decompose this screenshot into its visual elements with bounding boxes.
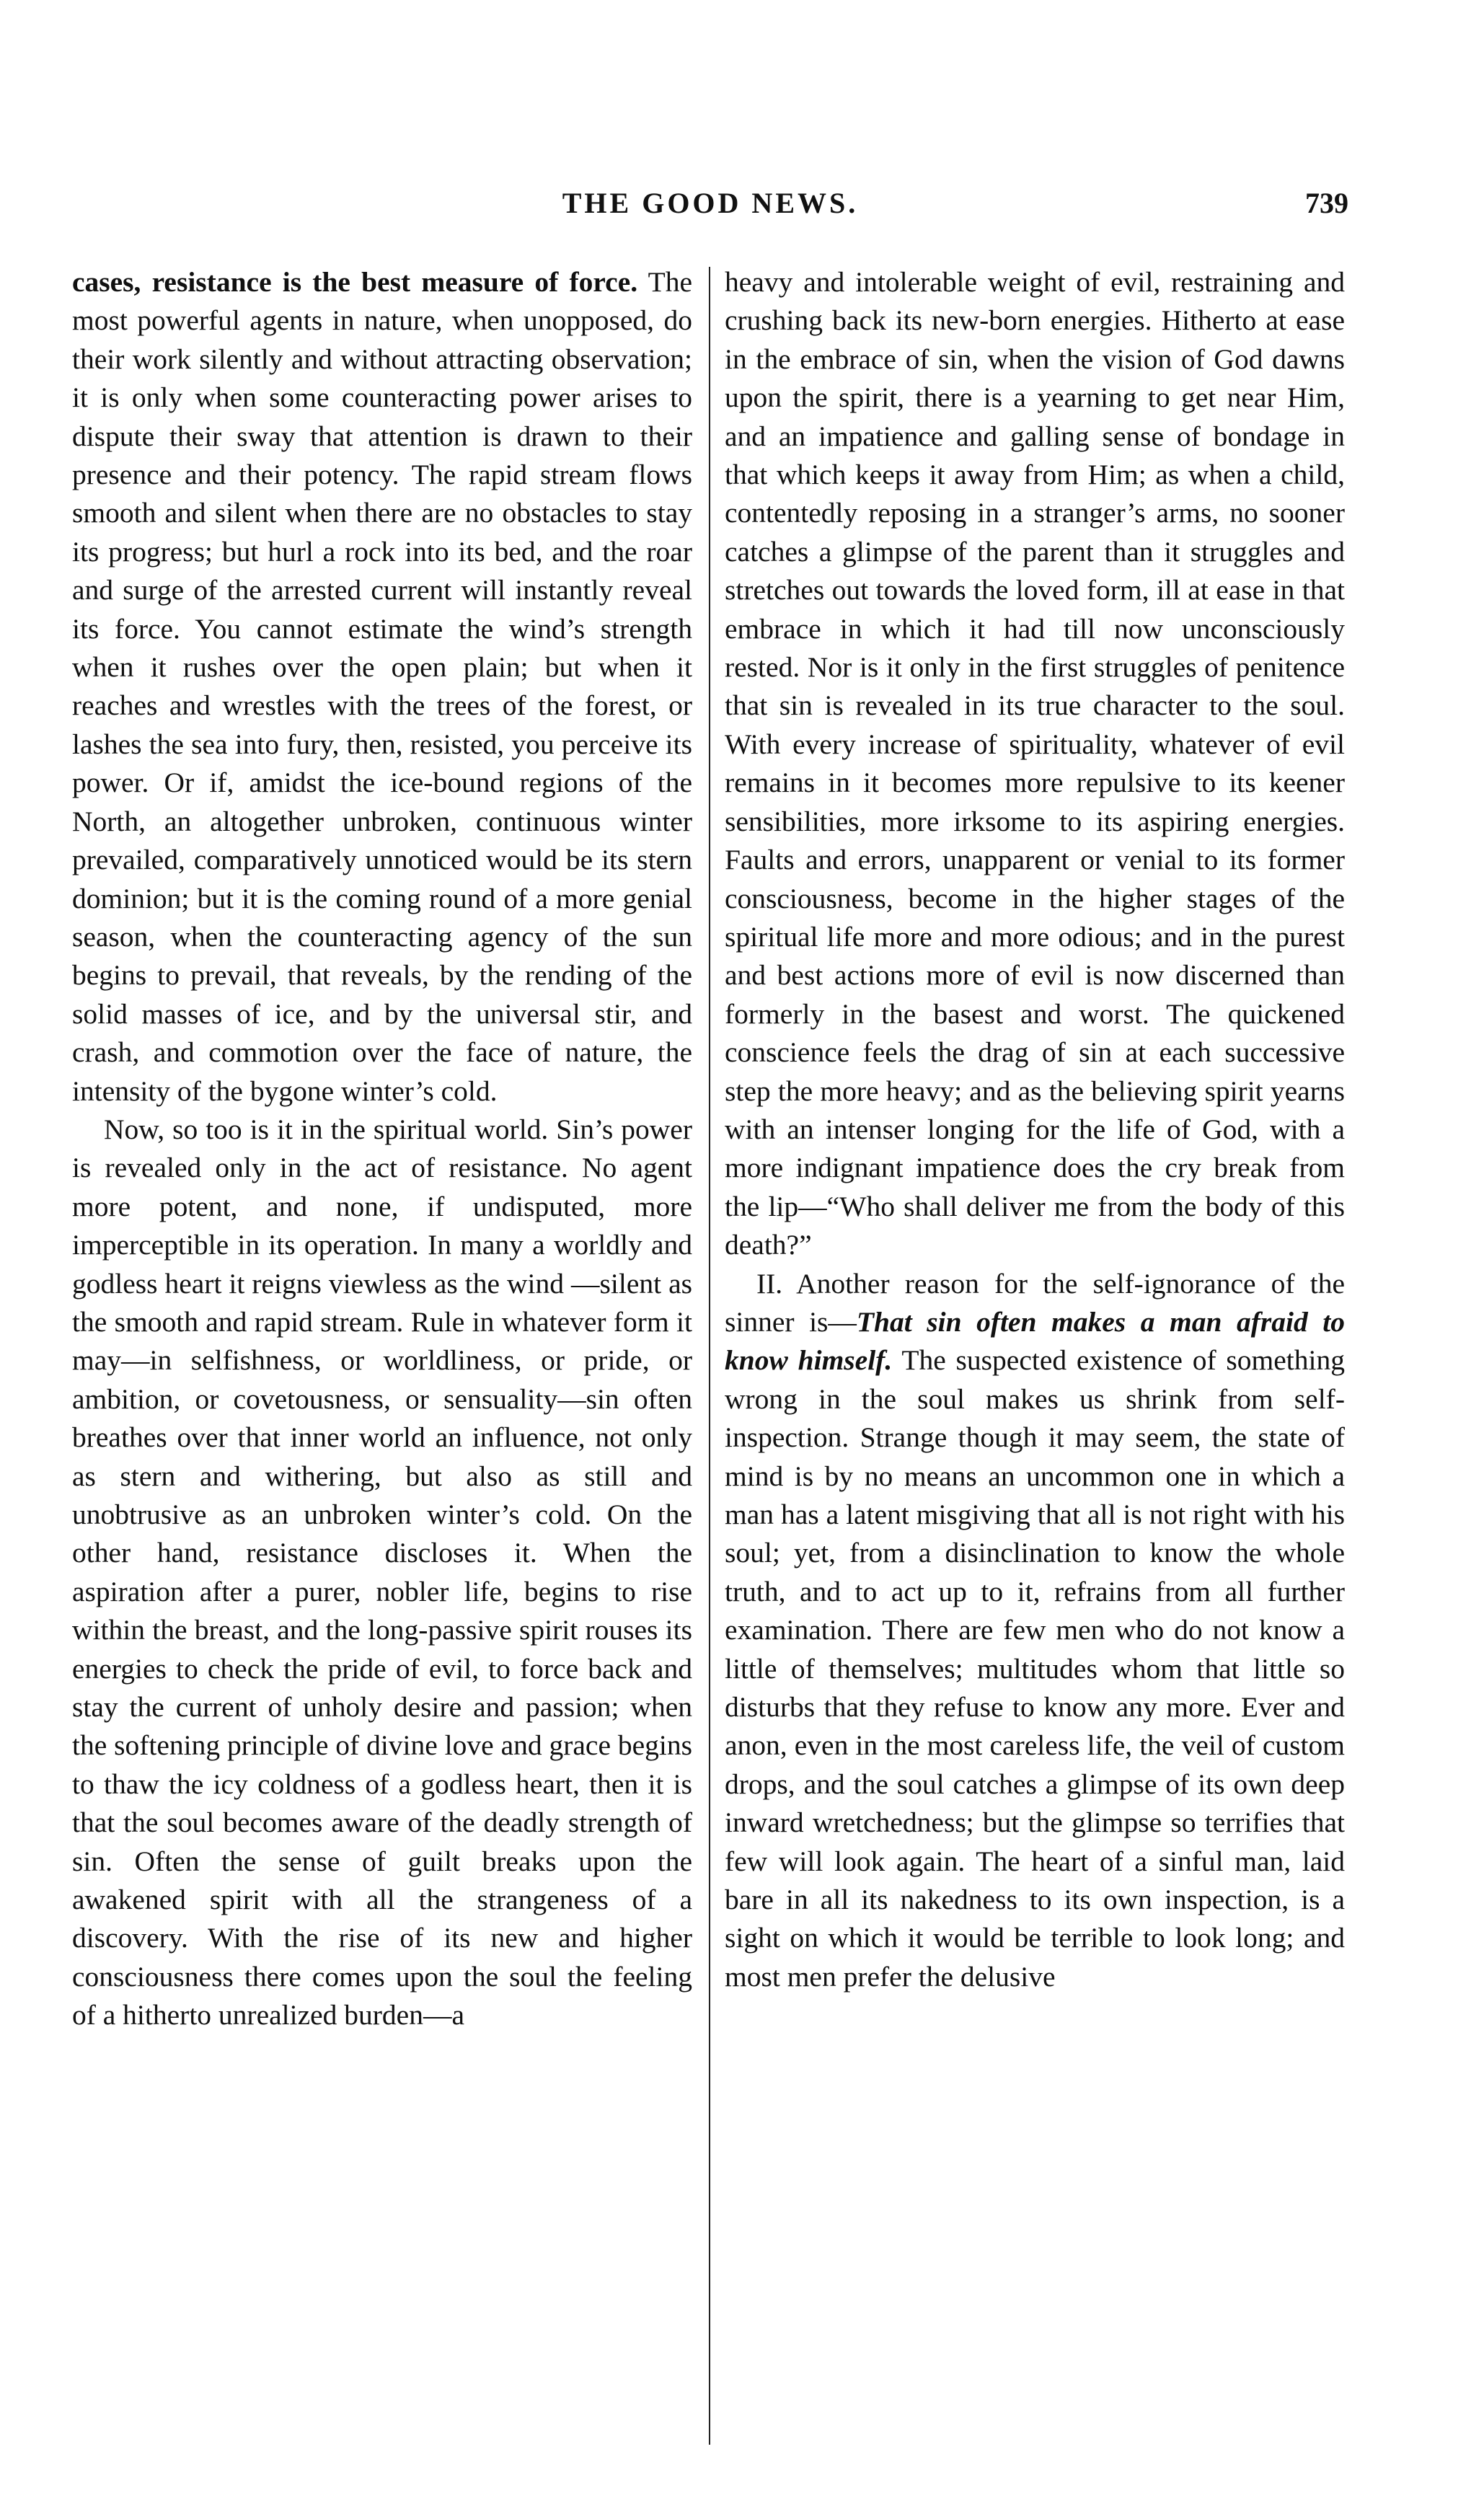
paragraph-text: The most powerful agents in nature, when unopposed, do their work silently and without attracting observation; it is only when some counteracting power arises to dispute their sway that attention is drawn to their presence and their potency. The rapid stream flows smooth and silent when there are no obstacles to stay its progress; but hurl a rock into its bed, and the roar and surge of the arrested current will instantly reveal its force. You cannot estimate the wind’s strength when it rushes over the open plain; but when it reaches and wrestles with the trees of the forest, or lashes the sea into fury, then, resisted, you perceive its power. Or if, amidst the ice-bound regions of the North, an altogether unbroken, continuous winter prevailed, comparatively unnoticed would be its stern dominion; but it is the coming round of a more genial season, when the counteracting agency of the sun begins to prevail, that reveals, by the rending of the solid masses of ice, and by the universal stir, and crash, and commotion over the face of nature, the intensity of the bygone winter’s cold. [72, 266, 692, 1107]
paragraph: Now, so too is it in the spiritual world. Sin’s power is revealed only in the act of resistance. No agent more potent, and none, if undisputed, more imperceptible in its operation. In many a worldly and godless heart it reigns viewless as the wind —silent as the smooth and rapid stream. Rule in whatever form it may—in selfishness, or worldliness, or pride, or ambition, or covetousness, or sensuality—sin often breathes over that inner world an influence, not only as stern and withering, but also as still and unobtrusive as an unbroken winter’s cold. On the other hand, resistance discloses it. When the aspiration after a purer, nobler life, begins to rise within the breast, and the long-passive spirit rouses its energies to check the pride of evil, to force back and stay the current of unholy desire and passion; when the softening principle of divine love and grace begins to thaw the icy coldness of a godless heart, then it is that the soul becomes aware of the deadly strength of sin. Often the sense of guilt breaks upon the awakened spirit with all the strangeness of a discovery. With the rise of its new and higher consciousness there comes upon the soul the feeling of a hitherto unrealized burden—a [72, 1113, 692, 2031]
page-header [72, 186, 1348, 229]
paragraph-text: II. Another reason for the self-ignorance of the sinner is— [725, 1267, 1345, 1338]
italic-phrase: That sin often makes a man afraid to know himself. [725, 1305, 1345, 1377]
paragraph: heavy and intolerable weight of evil, restraining and crushing back its new-born energies. Hitherto at ease in the embrace of sin, when the vision of God dawns upon the spirit, there is a yearning to get near Him, and an impatience and galling sense of bondage in that which keeps it away from Him; as when a child, contentedly reposing in a stranger’s arms, no sooner catches a glimpse of the parent than it struggles and stretches out towards the loved form, ill at ease in that embrace in which it had till now unconsciously rested. Nor is it only in the first struggles of penitence that sin is revealed in its true character to the soul. With every increase of spirituality, whatever of evil remains in it becomes more repulsive to its keener sensibilities, more irksome to its aspiring energies. Faults and errors, unapparent or venial to its former consciousness, become in the higher stages of the spiritual life more and more odious; and in the purest and best actions more of evil is now discerned than formerly in the basest and worst. The quickened conscience feels the drag of sin at each successive step the more heavy; and as the believing spirit yearns with an intenser longing for the life of God, with a more indignant impatience does the cry break from the lip—“Who shall deliver me from the body of this death?” [725, 266, 1345, 1261]
paragraph-lead: cases, resistance is the best measure of force. [72, 266, 638, 298]
right-column [725, 263, 1345, 1996]
running-head: THE GOOD NEWS. [562, 187, 859, 219]
column-divider [709, 267, 710, 2445]
left-column [72, 263, 692, 2035]
paragraph-text: The suspected existence of something wrong in the soul makes us shrink from self-inspection. Strange though it may seem, the state of mind is by no means an uncommon one in which a man has a latent misgiving that all is not right with his soul; yet, from a disinclination to know the whole truth, and to act up to it, refrains from all further examination. There are few men who do not know a little of themselves; multitudes whom that little so disturbs that they refuse to know any more. Ever and anon, even in the most careless life, the veil of custom drops, and the soul catches a glimpse of its own deep inward wretchedness; but the glimpse so terrifies that few will look again. The heart of a sinful man, laid bare in all its nakedness to its own inspection, is a sight on which it would be terrible to look long; and most men prefer the delusive [725, 1344, 1345, 1993]
paragraph [725, 1265, 1345, 1997]
page-number: 739 [1305, 187, 1348, 219]
paragraph [72, 263, 692, 1111]
